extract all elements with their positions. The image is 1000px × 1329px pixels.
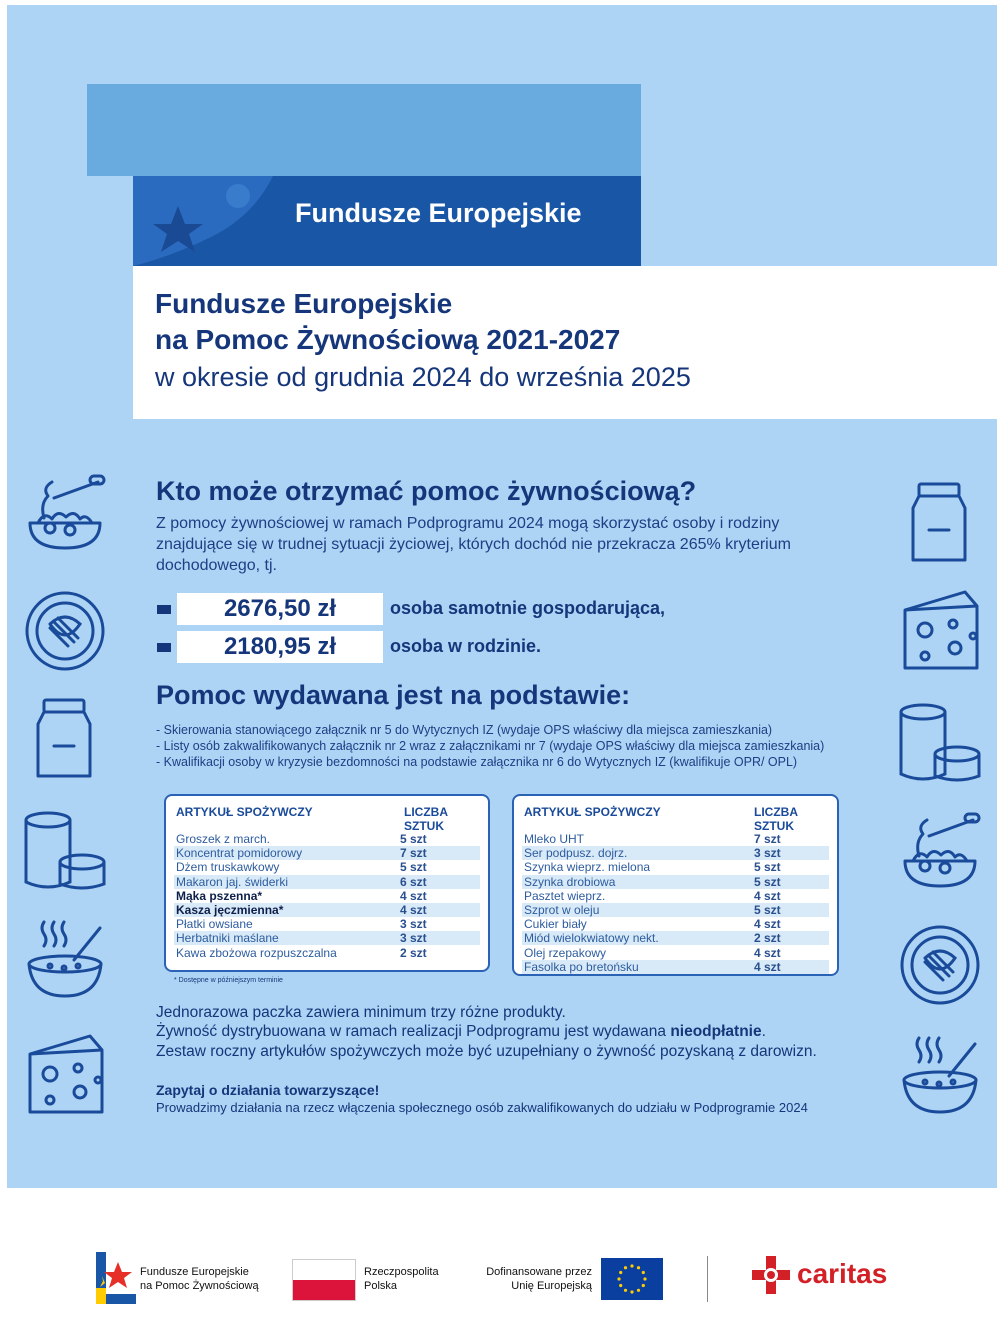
page-title-line2: na Pomoc Żywnościową 2021-2027: [155, 324, 621, 355]
table-row: [522, 889, 829, 903]
plate-icon: [895, 920, 985, 1010]
fe-logo-icon: [96, 1252, 136, 1304]
food-item-name: Fasolka po bretońsku: [524, 959, 639, 974]
amount-bullet: [157, 605, 171, 614]
food-item-name: Olej rzepakowy: [524, 945, 607, 960]
cheese-icon: [20, 1028, 110, 1118]
table-row: [522, 960, 829, 974]
pasta-fork-icon: [20, 468, 110, 558]
eu-logo-text: [474, 1265, 592, 1293]
eu-logo-line1: Dofinansowane przez: [486, 1266, 592, 1278]
header-light-band: [87, 84, 641, 176]
amount-single-label: osoba samotnie gospodarująca,: [390, 598, 666, 618]
table-row: [522, 917, 829, 931]
food-item-name: Kasza jęczmienna*: [176, 903, 284, 917]
closing-line2: [156, 1023, 766, 1041]
table-row: [522, 860, 829, 874]
list-item: - Skierowania stanowiącego załącznik nr 5 do Wytycznych IZ (wydaje OPS właściwy dla miejsca zamieszkania): [156, 723, 773, 737]
amount-bullet: [157, 643, 171, 652]
amount-family: 2180,95 zł: [177, 631, 383, 663]
food-item-qty: 2 szt: [400, 945, 427, 960]
caritas-logo-text: caritas: [797, 1258, 888, 1289]
brand-tag: Fundusze Europejskie: [295, 198, 582, 228]
table-row: [174, 946, 480, 960]
pl-logo-text: [364, 1265, 439, 1293]
cans-icon: [18, 806, 108, 896]
food-item-qty: 3 szt: [754, 846, 781, 861]
table-row: [174, 860, 480, 874]
closing-line2-text: Żywność dystrybuowana w ramach realizacji Podprogramu jest wydawana: [156, 1023, 671, 1040]
table-row: [174, 832, 480, 846]
food-item-name: Miód wielokwiatowy nekt.: [524, 931, 659, 946]
table-row: [174, 889, 480, 903]
milk-carton-icon: [20, 692, 110, 782]
food-item-name: Ser podpusz. dojrz.: [524, 846, 628, 861]
food-table-left: [164, 794, 490, 972]
table-row: [522, 903, 829, 917]
closing-line2-end: .: [761, 1023, 766, 1040]
hot-bowl-icon: [895, 1030, 985, 1120]
table-header-qty: LICZBA SZTUK: [404, 805, 448, 833]
food-item-qty: 4 szt: [400, 903, 427, 917]
eu-stars-icon: [601, 1258, 663, 1300]
footer-divider: [707, 1256, 708, 1302]
eligibility-heading: Kto może otrzymać pomoc żywnościową?: [156, 476, 697, 506]
fe-logo-text: [140, 1265, 259, 1293]
food-item-name: Szynka drobiowa: [524, 874, 616, 889]
page-subtitle: w okresie od grudnia 2024 do września 2025: [155, 362, 691, 392]
page-title-line1: Fundusze Europejskie: [155, 288, 453, 319]
table-row: [522, 875, 829, 889]
food-item-qty: 7 szt: [400, 846, 427, 861]
food-item-qty: 4 szt: [754, 959, 781, 974]
amount-single: 2676,50 zł: [177, 593, 383, 625]
food-item-qty: 5 szt: [400, 860, 427, 875]
basis-list: [156, 722, 824, 770]
food-item-name: Szprot w oleju: [524, 903, 600, 917]
table-row: [174, 917, 480, 931]
food-item-qty: 7 szt: [754, 832, 781, 846]
ask-text: Prowadzimy działania na rzecz włączenia społecznego osób zakwalifikowanych do udziału w Podprogramie 2024: [156, 1100, 808, 1115]
closing-line3: Zestaw roczny artykułów spożywczych może być uzupełniany o żywność pozyskaną z darowizn.: [156, 1043, 817, 1060]
food-item-name: Płatki owsiane: [176, 917, 253, 932]
food-item-qty: 3 szt: [400, 931, 427, 946]
food-item-name: Kawa zbożowa rozpuszczalna: [176, 945, 337, 960]
food-item-qty: 4 szt: [754, 917, 781, 932]
food-item-name: Mąka pszenna*: [176, 888, 263, 903]
food-item-qty: 5 szt: [754, 860, 781, 875]
header-dark-band: [133, 176, 641, 266]
food-item-name: Mleko UHT: [524, 832, 585, 846]
food-item-qty: 5 szt: [754, 903, 781, 917]
table-row: [174, 931, 480, 945]
food-item-name: Herbatniki maślane: [176, 931, 279, 946]
free-of-charge-text: nieodpłatnie: [670, 1023, 762, 1040]
title-panel: [133, 266, 997, 419]
food-item-name: Groszek z march.: [176, 832, 271, 846]
food-table-right: [512, 794, 839, 976]
table-row: [522, 832, 829, 846]
food-item-qty: 3 szt: [400, 917, 427, 932]
list-item: - Listy osób zakwalifikowanych załącznik nr 2 wraz z załącznikami nr 7 (wydaje OPS właściwy dla miejsca zamieszkania): [156, 739, 825, 753]
table-header-item: ARTYKUŁ SPOŻYWCZY: [176, 805, 313, 819]
milk-carton-icon: [895, 476, 985, 566]
amount-family-label: osoba w rodzinie.: [390, 636, 542, 656]
food-item-name: Dżem truskawkowy: [176, 860, 280, 875]
pl-logo-line2: Polska: [364, 1280, 398, 1292]
food-item-qty: 4 szt: [754, 945, 781, 960]
plate-icon: [20, 586, 110, 676]
table-row: [174, 875, 480, 889]
hot-bowl-icon: [20, 914, 110, 1004]
table-header-item: ARTYKUŁ SPOŻYWCZY: [524, 805, 661, 819]
table-row: [522, 931, 829, 945]
list-item: - Kwalifikacji osoby w kryzysie bezdomności na podstawie załącznika nr 6 do Wytycznych IZ (kwalifikuje OPR/ OPL): [156, 755, 798, 769]
food-item-name: Koncentrat pomidorowy: [176, 846, 303, 861]
table-header-qty: LICZBA SZTUK: [754, 805, 798, 833]
food-item-name: Szynka wieprz. mielona: [524, 860, 651, 875]
caritas-cross-icon: [750, 1254, 792, 1296]
pasta-fork-icon: [895, 806, 985, 896]
eu-logo-line2: Unię Europejską: [511, 1280, 592, 1292]
cheese-icon: [895, 584, 985, 674]
poland-flag-icon: [292, 1259, 356, 1301]
ask-heading: Zapytaj o działania towarzyszące!: [156, 1082, 380, 1098]
basis-heading: Pomoc wydawana jest na podstawie:: [156, 680, 631, 710]
table-footnote: * Dostępne w późniejszym terminie: [174, 977, 283, 984]
table-row: [174, 903, 480, 917]
table-row: [522, 846, 829, 860]
food-item-qty: 5 szt: [754, 874, 781, 889]
eu-flag-icon: [601, 1258, 663, 1300]
food-item-qty: 4 szt: [400, 888, 427, 903]
food-item-qty: 2 szt: [754, 931, 781, 946]
food-item-name: Pasztet wieprz.: [524, 888, 606, 903]
closing-line1: Jednorazowa paczka zawiera minimum trzy różne produkty.: [156, 1004, 566, 1021]
food-item-name: Makaron jaj. świderki: [176, 874, 289, 889]
fe-logo-line2: na Pomoc Żywnościową: [140, 1280, 259, 1292]
food-item-qty: 4 szt: [754, 888, 781, 903]
cans-icon: [893, 698, 983, 788]
table-row: [522, 946, 829, 960]
fe-logo-line1: Fundusze Europejskie: [140, 1266, 249, 1278]
eligibility-paragraph: Z pomocy żywnościowej w ramach Podprogramu 2024 mogą skorzystać osoby i rodziny znajdujące się w trudnej sytuacji życiowej, których dochód nie przekracza 265% kryterium dochodowego, tj.: [156, 515, 791, 574]
food-item-name: Cukier biały: [524, 917, 587, 932]
food-item-qty: 5 szt: [400, 832, 427, 846]
table-row: [174, 846, 480, 860]
eu-stars-graphic: [133, 176, 273, 266]
pl-logo-line1: Rzeczpospolita: [364, 1266, 439, 1278]
food-item-qty: 6 szt: [400, 874, 427, 889]
